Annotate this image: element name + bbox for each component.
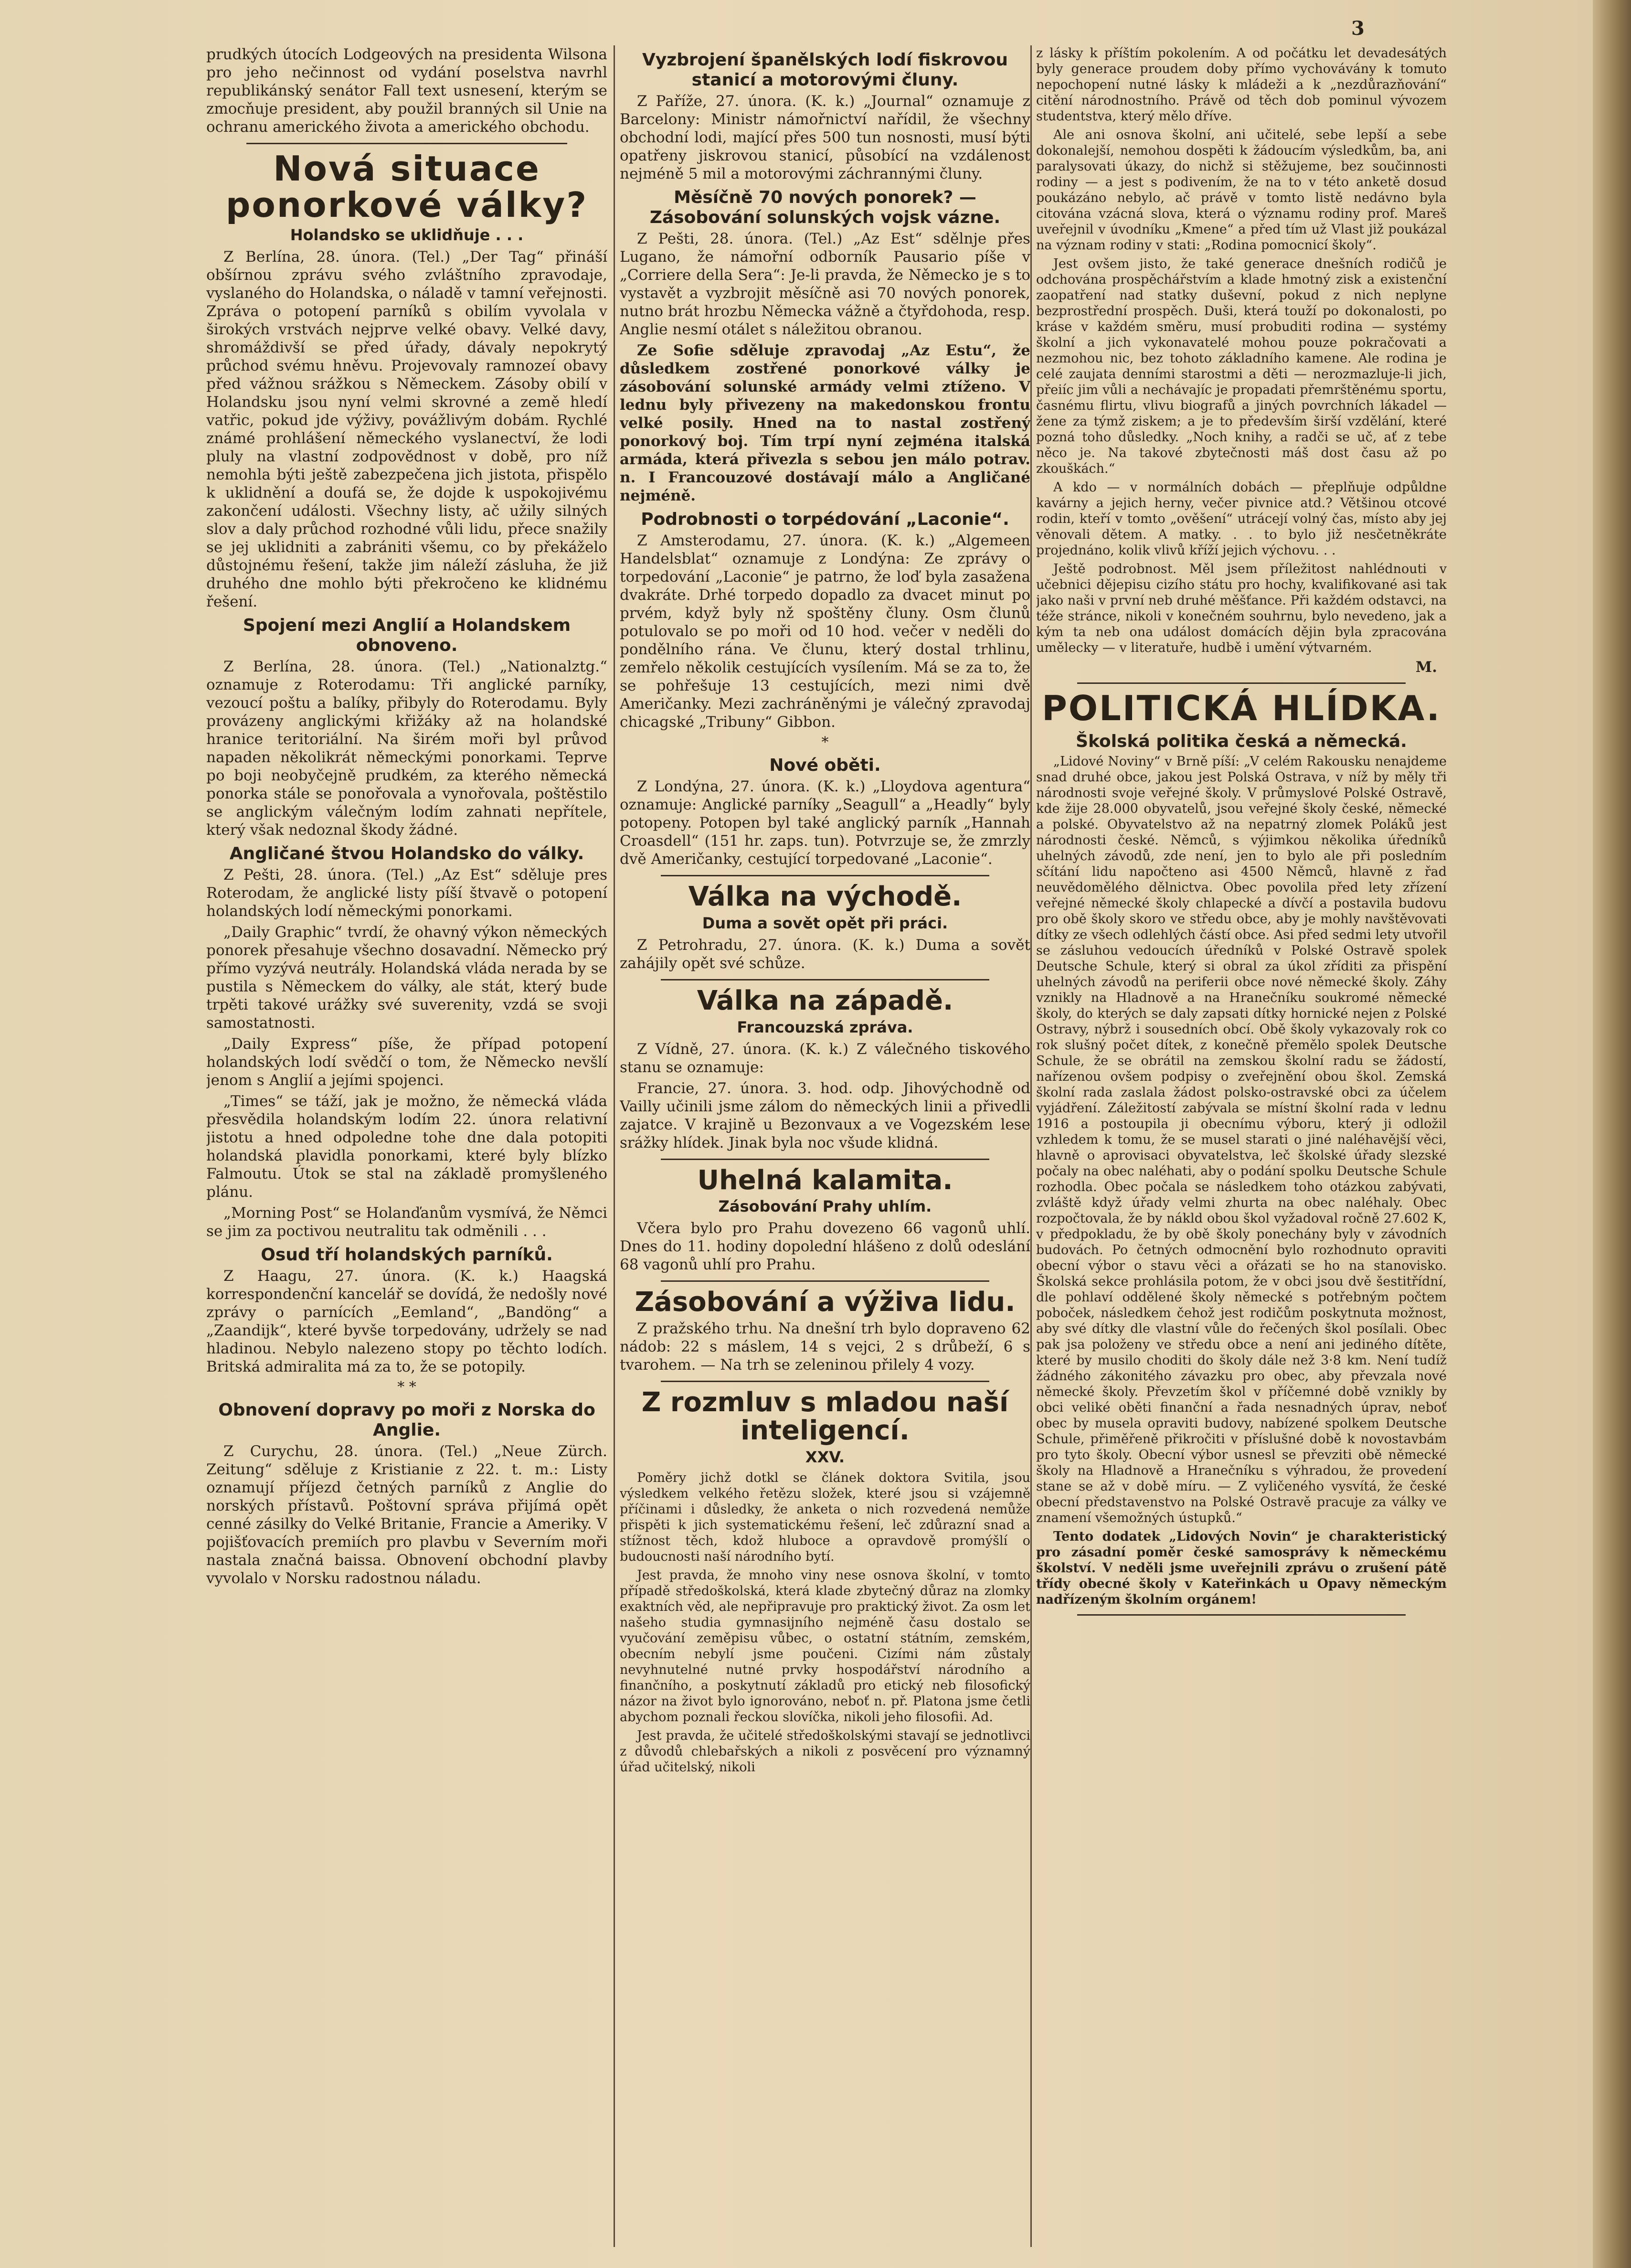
subheadline: Duma a sovět opět při práci.	[702, 914, 948, 932]
section-headline-youth: Z rozmluv s mladou naší inteligencí.	[641, 1387, 1009, 1446]
column-1	[206, 45, 607, 2252]
section-headline-coal: Uhelná kalamita.	[697, 1164, 953, 1196]
subheadline: Holandsko se uklidňuje . . .	[290, 226, 524, 245]
article-headline: Nové oběti.	[769, 756, 881, 775]
article-paragraph: Z Paříže, 27. února. (K. k.) „Journal“ oznamuje z Barcelony: Ministr námořnictví nařídil, že všechny obchodní lodi, mající přes 500 tun nosnosti, musí býti opatřeny jiskrovou stanicí, působící na vzdálenost nejméně 5 mil a motorovými záchrannými čluny.	[620, 93, 1030, 182]
article-paragraph: Tento dodatek „Lidových Novin“ je charakteristický pro zásadní poměr české samosprávy k německému školství. V neděli jsme uveřejnili zprávu o zrušení pátě třídy obecné školy v Kateřinkách u Opavy německým nadřízeným školním orgánem!	[1036, 1529, 1447, 1607]
article-paragraph: „Daily Express“ píše, že případ potopení holandských lodí svědčí o tom, že Německo nevšlí jenom s Anglií a jejími spojenci.	[206, 1035, 607, 1089]
page-edge	[1593, 0, 1631, 2268]
series-number: XXV.	[805, 1448, 845, 1466]
divider	[661, 875, 989, 876]
article-paragraph: Jest pravda, že mnoho viny nese osnova školní, v tomto případě středoškolská, která klade zbytečný důraz na zlomky exaktních věd, ale nepřipravuje pro praktický život. Za osm let našeho studia gymnasijního nejméně času dostalo se vyučování zeměpisu vůbec, o ostatní státním, zemském, obecním nebylí jsme poučeni. Cizími nám zůstaly nevyhnutelné nutné prvky hospodářství národního a finančního, a poskytnutí základů pro etický neb filosofický názor na život bylo ignorováno, neboť n. př. Platona jsme četli abychom poznali řeckou slovíčka, nikoli jeho filosofii. Ad.	[620, 1567, 1030, 1725]
lead-paragraph: prudkých útocích Lodgeových na presidenta Wilsona pro jeho nečinnost od vydání poselstva navrhl republikánský senátor Fall text usnesení, kterým se zmocňuje president, aby použil branných sil Unie na ochranu amerického života a amerického obchodu.	[206, 46, 607, 136]
article-paragraph: Z Londýna, 27. února. (K. k.) „Lloydova agentura“ oznamuje: Anglické parníky „Seagull“ a „Headly“ byly potopeny. Potopen byl také anglický parník „Hannah Croasdell“ (151 hr. zaps. tun). Potvrzuje se, že zmrzly dvě Američanky, cestující torpedované „Laconie“.	[620, 778, 1030, 868]
article-headline: Podrobnosti o torpédování „Laconie“.	[641, 510, 1009, 529]
article-paragraph: Jest pravda, že učitelé středoškolskými stavají se jednotlivci z důvodů chlebařských a nikoli z posvěcení pro významný úřad učitelský, nikoli	[620, 1728, 1030, 1775]
article-paragraph: „Times“ se táží, jak je možno, že německá vláda přesvědila holandským lodím 22. února relativní jistotu a hned odpoledne tohe dne dala potopiti holandská plavidla ponorkami, které byly blízko Falmoutu. Útok se stal na základě promyšleného plánu.	[206, 1093, 607, 1201]
column-rule	[614, 45, 615, 2247]
article-paragraph: „Morning Post“ se Holanďanům vysmívá, že Němci se jim za poctivou neutralitu tak odměnili . . .	[206, 1204, 607, 1240]
article-paragraph: Ale ani osnova školní, ani učitelé, sebe lepší a sebe dokonalejší, nemohou dospěti k žádoucím výsledkům, ba, ani paralysovati úkazy, do nichž si stěžujeme, bez součinnosti rodiny — a jest s podivením, že na to v této anketě dosud poukázáno nebylo, ač právě v tomto listě nedávno byla citována vzácná slova, která o významu rodiny prof. Mareš uveřejnil v úvodníku „Kmene“ a před tím už Vlast již poukázal na význam rodiny v stati: „Rodina pomocnicí školy“.	[1036, 128, 1447, 253]
column-rule	[1030, 45, 1032, 2247]
article-paragraph: Z Curychu, 28. února. (Tel.) „Neue Zürch. Zeitung“ sděluje z Kristianie z 22. t. m.: Listy oznamují příjezd četných parníků z Anglie do norských přístavů. Poštovní správa přijímá opět cenné zásilky do Velké Britanie, Francie a Ameriky. V pojišťovacích premiích pro plavbu v Severním moři nastala značná baissa. Obnovení obchodní plavby vyvolalo v Norsku radostnou náladu.	[206, 1443, 607, 1587]
article-paragraph: Z Haagu, 27. února. (K. k.) Haagská korrespondenční kancelář se dovídá, že nedošly nové zprávy o parnících „Eemland“, „Bandöng“ a „Zaandijk“, které byvše torpedovány, udržely se nad hladinou. Nebylo nalezeno stopy po těchto lodích. Britská admiralita má za to, že se potopily.	[206, 1267, 607, 1376]
subheadline: Francouzská zpráva.	[737, 1018, 913, 1036]
subheadline: Zásobování Prahy uhlím.	[718, 1197, 932, 1216]
section-stars: * *	[397, 1379, 416, 1396]
article-paragraph: Z Berlína, 28. února. (Tel.) „Nationalztg.“ oznamuje z Roterodamu: Tři anglické parníky, vezoucí poštu a balíky, přibyly do Roterodamu. Byly provázeny anglickými křižáky až na holandské hranice teritoriální. Na širém moři byl průvod napaden několikrát německými ponorkami. Teprve po boji neobyčejně prudkém, za kterého německá ponorka stále se ponořovala a vynořovala, poštěstilo se anglickým válečným lodím zahnati nepřítele, který však nedoznal škody žádné.	[206, 658, 607, 839]
divider	[246, 143, 567, 144]
article-paragraph: z lásky k příštím pokolením. A od počátku let devadesátých byly generace proudem doby přímo vychovávány k tomuto nepochopení nutné lásky k mládeži a k „nezdůrazňování“ citění národnostního. Právě od těch dob pominul vývozem studentstva, který mělo dříve.	[1036, 46, 1447, 124]
article-paragraph: „Daily Graphic“ tvrdí, že ohavný výkon německých ponorek přesahuje všechno dosavadní. Německo prý přímo vyzývá neutrály. Holandská vláda nerada by se pustila s Německem do války, ale stát, který bude trpěti takové urážky své suverenity, vzdá se svoji samostatnosti.	[206, 924, 607, 1032]
section-star: *	[821, 734, 829, 751]
section-headline-politics: POLITICKÁ HLÍDKA.	[1042, 688, 1441, 728]
article-paragraph: Z Pešti, 28. února. (Tel.) „Az Est“ sdělnje přes Lugano, že námořní odborník Pausario píše v „Corriere della Sera“: Je-li pravda, že Německo je s to vystavět a vyzbrojit měsíčně asi 70 nových ponorek, nutno brát hrozbu Německa vážně a čtyřdohoda, resp. Anglie nesmí otálet s náležitou obranou.	[620, 230, 1030, 338]
divider	[1077, 682, 1406, 684]
column-3	[1036, 45, 1447, 2252]
author-signature: M.	[1415, 659, 1437, 676]
article-paragraph: Jest ovšem jisto, že také generace dnešních rodičů je odchována prospěchářstvím a klade hmotný zisk a existenční zaopatření nad statky duševní, pokud z nich neplyne bezprostřední prospěch. Duši, která touží po dokonalosti, po kráse v každém směru, musí probuditi rodina — systémy školní a jich vykonavatelé mohou pouze pokračovati a nezmohou nic, bez tohoto základního kamene. Ale rodina je celé zaujata denními starostmi a děti — nerozmazluje-li jich, přeiíc jim vůli a nechávajíc je propadati přemrštěnému sportu, časnému flirtu, vlivu biografů a jiných povrchních lákadel — žene za týmž ziskem; a je to především širší vzdělání, které pozná toho důsledky. „Noch knihy, a radči se uč, ať z tebe něco je. Na takové zbytečnosti máš dost času až po zkouškách.“	[1036, 256, 1447, 476]
divider	[661, 979, 989, 980]
article-headline: Obnovení dopravy po moři z Norska do Anglie.	[218, 1400, 595, 1440]
article-paragraph: Z Berlína, 28. února. (Tel.) „Der Tag“ přináší obšírnou zprávu svého zvláštního zpravodaje, vyslaného do Holandska, o náladě v tamní veřejnosti. Zpráva o potopení parníků s obilím vyvolala v širokých vrstvách nejprve velké obavy. Velké davy, shromáždivší se před úřady, dávaly nepokrytý průchod svému hněvu. Projevovaly ramnozeí obavy před vážnou srážkou s Německem. Zásoby obilí v Holandsku jsou nyní velmi skrovné a země hledí vatřic, pokud jde výživy, povážlivým dobám. Rychlé známé prohlášení německého vyslanectví, že lodi pluly na vlastní zodpovědnost v době, pro níž nemohla býti ještě zabezpečena jich jistota, přispělo k uklidnění a doufá se, že dojde k uspokojivému zakončení události. Všechny listy, ač užily silných slov a daly průchod rozhodné vůli lidu, přece snažily se jej uklidniti a zabrániti všemu, co by překáželo důstojnému řešení, takže jim náleží zásluha, že již druhého dne mohlo býti překročeno ke klidnému řešení.	[206, 248, 607, 611]
page-number: 3	[1351, 17, 1365, 40]
article-headline: Vyzbrojení španělských lodí fiskrovou stanicí a motorovými čluny.	[642, 50, 1008, 90]
article-headline: Osud tří holandských parníků.	[261, 1245, 553, 1265]
article-paragraph: Ze Sofie sděluje zpravodaj „Az Estu“, že důsledkem zostřené ponorkové války je zásobování solunské armády velmi ztíženo. V lednu byly přivezeny na makedonskou frontu velké posily. Hned na to nastal zostřený ponorkový boj. Tím trpí nyní zejména italská armáda, která přivezla s sebou jen málo potrav. n. I Francouzové dostávají málo a Angličané nejméně.	[620, 342, 1030, 504]
headline-submarine-war: Nová situace ponorkové války?	[225, 149, 588, 225]
article-headline: Školská politika česká a německá.	[1076, 731, 1407, 751]
article-paragraph: Ještě podrobnost. Měl jsem příležitost nahlédnouti v učebnici dějepisu cizího státu pro hochy, kvalifikované asi tak jako naši v první neb druhé měšťance. Při každém odstavci, na téže stránce, nikoli v konečném souhrnu, bylo nevedeno, jak a kým ta neb ona událost domácích dějin byla zpracována umělecky — v literatuře, hudbě i umění výtvarném.	[1036, 562, 1447, 655]
article-paragraph: Z Vídně, 27. února. (K. k.) Z válečného tiskového stanu se oznamuje:	[620, 1040, 1030, 1076]
article-paragraph: Z Amsterodamu, 27. února. (K. k.) „Algemeen Handelsblat“ oznamuje z Londýna: Ze zprávy o torpedování „Laconie“ je patrno, že loď byla zasažena dvakráte. Drhé torpedo dopadlo za dvacet minut po prvém, když byly nž spoštěny čluny. Osm člunů potulovalo se po moři od 10 hod. večer v neděli do pondělního rána. Ve člunu, který dostal trhlinu, zemřelo několik cestujících vysílením. Má se za to, že se pohřešuje 13 cestujících, mezi nimi dvě Američanky. Mezi zachráněnými je válečný zpravodaj chicagské „Tribuny“ Gibbon.	[620, 532, 1030, 731]
article-paragraph: Poměry jichž dotkl se článek doktora Svitila, jsou výsledkem velkého řetězu složek, které jsou si vzájemně příčinami i důsledky, že anketa o nich rozvedená nemůže přispěti k jich systematickému řešení, leč zdůrazní snad a stížnost těch, kdož hlubocе a opravdově promýšlí o budoucnosti naší národního bytí.	[620, 1470, 1030, 1564]
article-headline: Měsíčně 70 nových ponorek? — Zásobování solunských vojsk vázne.	[649, 188, 1001, 227]
article-paragraph: A kdo — v normálních dobách — přeplňuje odpůldne kavárny a jejich herny, večer pivnice atd.? Většinou otcové rodin, kteří v tomto „ověšení“ utrácejí volný čas, místo aby jej věnovali dětem. A matky. . . to bylo již nesčetněkráte projednáno, kolik vlivů kříží jejich výchovu. . .	[1036, 480, 1447, 558]
article-paragraph: Z pražského trhu. Na dnešní trh bylo dopraveno 62 nádob: 22 s máslem, 14 s vejci, 2 s drůbeží, 6 s tvarohem. — Na trh se zeleninou přilely 4 vozy.	[620, 1320, 1030, 1374]
section-headline-food: Zásobování a výživa lidu.	[635, 1287, 1016, 1318]
article-paragraph: Z Petrohradu, 27. února. (K. k.) Duma a sovět zahájily opět své schůze.	[620, 936, 1030, 972]
column-2	[620, 45, 1030, 2252]
article-headline: Spojení mezi Anglií a Holandskem obnoveno.	[243, 616, 571, 656]
divider	[661, 1159, 989, 1160]
article-paragraph: „Lidové Noviny“ v Brně píší: „V celém Rakousku nenajdeme snad druhé obce, jakou jest Polská Ostrava, v níž by měly tři národnosti svoje veřejné školy. V průmyslové Polské Ostravě, kde žije 28.000 obyvatelů, jsou veřejné školy české, německé a polské. Obyvatelstvo až na nepatrný zlomek Poláků jest národnosti české. Němců, s výjimkou několika úředníků uhelných závodů, zde není, jen to bylo ale při posledním sčítání lidu napočteno asi 4500 Němců, hlavně z řad neuvědomělého dělnictva. Obec povolila před lety zřízení veřejné německé školy chlapecké a dívčí a postavila budovu pro obě školy skoro ve středu obce, aby je mohly navštěvovati dítky ze všech odlehlých částí obce. Asi před sedmi lety utvořil se zásluhou vedoucích úředníků v Polské Ostravě spolek Deutsche Schule, který si obral za úkol zříditi za přispění uhelných závodů na periferii obce nové německé školy. Záhy vznikly na Hladnově a na Hranečníku soukromé německé školy, do kterých se daly zapsati dítky hornické nejen z Polské Ostravy, nýbrž i sousedních obcí. Obě školy vykazovaly rok co rok slušný počet dítek, z konečně přemělo spolek Deutsche Schule, že se obrátil na zemskou školní radu se žádostí, nařízenou ovšem podpisy o zveřejnění obou škol. Zemská školní rada zaslala žádost polsko-ostravské obci za účelem vyjádření. Záležitostí zabývala se místní školní rada v lednu 1916 a postoupila ji obecnímu výboru, který ji odložil vzhledem k tomu, že se musel starati o jiné naléhavější věci, hlavně o aprovisaci obyvatelstva, leč školské úřady slezské počaly na obec naléhati, aby o podání spolku Deutsche Schule rozhodla. Obec počala se následkem toho otázkou zabývati, zvláště když úřady velmi zhurta na obec naléhaly. Obec rozpočtovala, že by nákld obou škol vyžadoval ročně 27.602 K, v předpokladu, že by obě školy ponechány byly v závodních budovách. Po četných odmocnění bylo rozhodnuto opraviti obecní výbor o stavu věci a ořázati se ho na stanovisko. Školská sekce prohlásila potom, že v obci jsou dvě šestitřídní, dle pohlaví oddělené školy německé s potřebným počtem poboček, následkem čehož jest rodičům poskytnuta možnost, aby své dítky dle vlastní vůle do řečených škol posílali. Obec pak jsa položeny ve středu obce a není ani jediného dítěte, které by musilo choditi do školy dále než 3·8 km. Není tudíž žádného zákonitého závazku pro obec, aby převzala nové německé školy. Převzetím škol v příčemné době vznikly by obci veliké oběti finanční a řada nesnadných úprav, neboť obec by musela opraviti budovy, nabízené spolkem Deutsche Schule, přiměřeně přikročiti v příslušné době k novostavbám pro tyto školy. Obecní výbor usnesl se převziti obě německé školy na Hladnově a Hranečníku s výhradou, že provedení stane se až v době míru. — Z vyličeného vysvítá, že české obecní představenstvo na Polské Ostravě pracuje za války ve znamení všemožných ústupků.“	[1036, 754, 1447, 1525]
section-headline-east: Válka na východě.	[688, 881, 962, 912]
article-headline: Angličané štvou Holandsko do války.	[229, 844, 584, 864]
divider	[661, 1280, 989, 1282]
section-headline-west: Válka na západě.	[697, 985, 953, 1016]
article-paragraph: Z Pešti, 28. února. (Tel.) „Az Est“ sděluje pres Roterodam, že anglické listy píší štvavě o potopení holandských lodí německými ponorkami.	[206, 866, 607, 920]
article-paragraph: Včera bylo pro Prahu dovezeno 66 vagonů uhlí. Dnes do 11. hodiny dopolední hlášeno z dolů odeslání 68 vagonů uhlí pro Prahu.	[620, 1220, 1030, 1274]
divider	[661, 1381, 989, 1382]
article-paragraph: Francie, 27. února. 3. hod. odp. Jihovýchodně od Vailly učinili jsme zálom do německých linii a přivedli zajatce. V krajině u Bezonvaux a ve Vogezském lese srážky hlídek. Jinak byla noc všude klidná.	[620, 1079, 1030, 1151]
divider	[1077, 1614, 1406, 1616]
